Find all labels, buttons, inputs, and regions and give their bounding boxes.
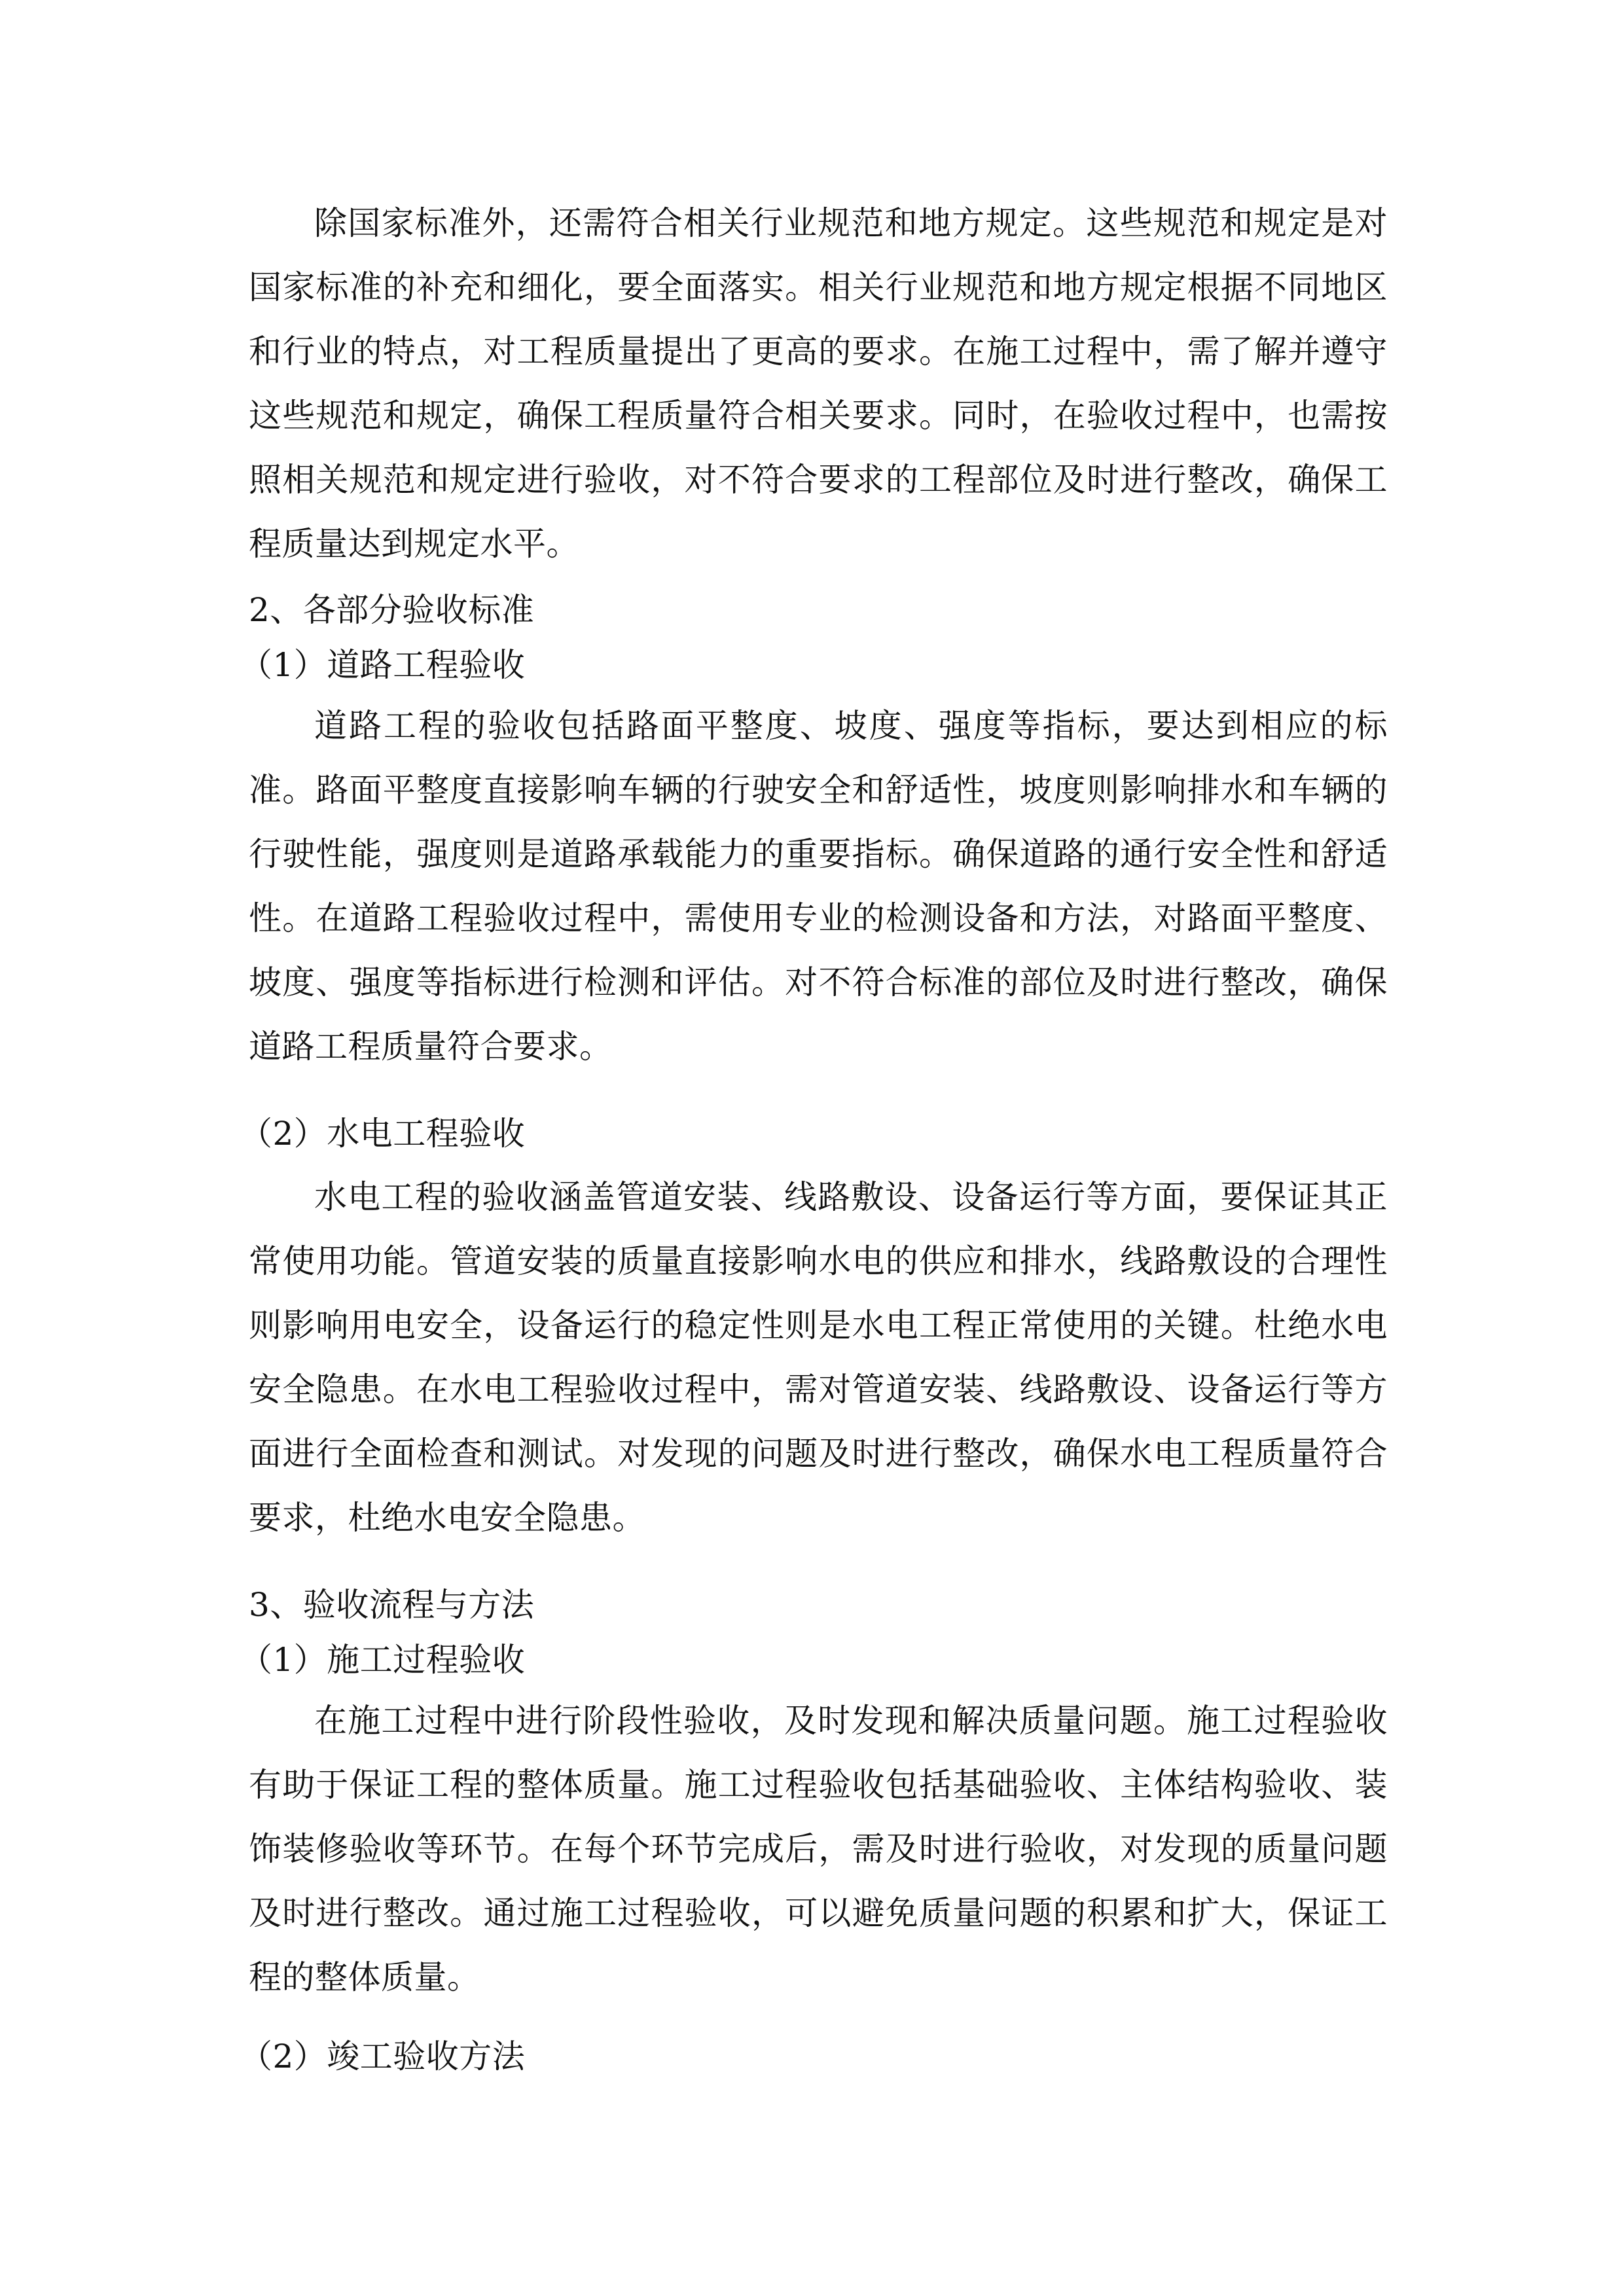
- subsection-completion: [240, 2029, 1388, 2084]
- subsection-water-electric: [240, 1106, 1388, 1161]
- section-heading: 2、各部分验收标准: [249, 591, 535, 629]
- paragraph-construction-process: [249, 1689, 1388, 2009]
- paragraph-road: [249, 694, 1388, 1079]
- subsection-heading: （2）竣工验收方法: [240, 2037, 526, 2075]
- paragraph: 在施工过程中进行阶段性验收，及时发现和解决质量问题。施工过程验收有助于保证工程的整体质量。施工过程验收包括基础验收、主体结构验收、装饰装修验收等环节。在每个环节完成后，需及时进行验收，对发现的质量问题及时进行整改。通过施工过程验收，可以避免质量问题的积累和扩大，保证工程的整体质量。: [249, 1702, 1388, 1996]
- section-3: [240, 1577, 1388, 1687]
- paragraph: 水电工程的验收涵盖管道安装、线路敷设、设备运行等方面，要保证其正常使用功能。管道安装的质量直接影响水电的供应和排水，线路敷设的合理性则影响用电安全，设备运行的稳定性则是水电工程正常使用的关键。杜绝水电安全隐患。在水电工程验收过程中，需对管道安装、线路敷设、设备运行等方面进行全面检查和测试。对发现的问题及时进行整改，确保水电工程质量符合要求，杜绝水电安全隐患。: [249, 1178, 1388, 1537]
- paragraph-local-regulations: [249, 191, 1388, 576]
- subsection-heading: （1）施工过程验收: [240, 1641, 526, 1679]
- section-2: [240, 583, 1388, 692]
- subsection-heading: （1）道路工程验收: [240, 646, 526, 684]
- paragraph: 道路工程的验收包括路面平整度、坡度、强度等指标，要达到相应的标准。路面平整度直接影响车辆的行驶安全和舒适性，坡度则影响排水和车辆的行驶性能，强度则是道路承载能力的重要指标。确保道路的通行安全性和舒适性。在道路工程验收过程中，需使用专业的检测设备和方法，对路面平整度、坡度、强度等指标进行检测和评估。对不符合标准的部位及时进行整改，确保道路工程质量符合要求。: [249, 707, 1388, 1066]
- section-heading: 3、验收流程与方法: [249, 1586, 535, 1624]
- paragraph-water-electric: [249, 1165, 1388, 1550]
- paragraph: 除国家标准外，还需符合相关行业规范和地方规定。这些规范和规定是对国家标准的补充和细化，要全面落实。相关行业规范和地方规定根据不同地区和行业的特点，对工程质量提出了更高的要求。在施工过程中，需了解并遵守这些规范和规定，确保工程质量符合相关要求。同时，在验收过程中，也需按照相关规范和规定进行验收，对不符合要求的工程部位及时进行整改，确保工程质量达到规定水平。: [249, 204, 1388, 563]
- subsection-heading: （2）水电工程验收: [240, 1115, 526, 1153]
